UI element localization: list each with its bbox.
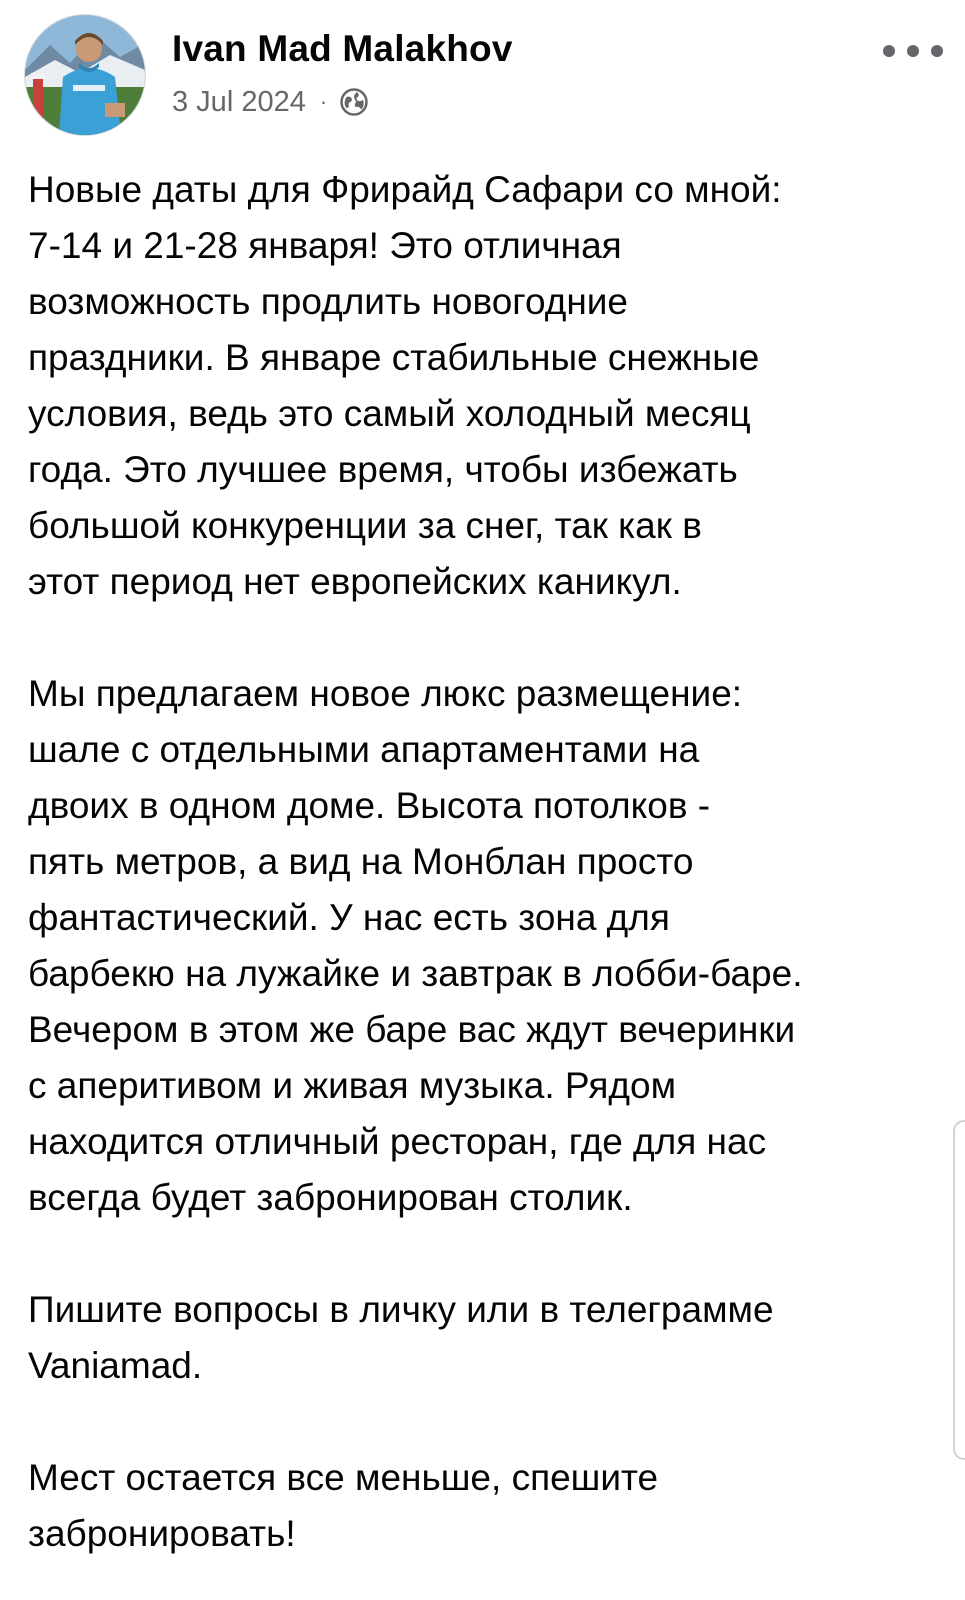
avatar[interactable]	[24, 14, 146, 136]
post-paragraph: Пишите вопросы в личку или в телеграмме Vaniamad.	[28, 1289, 774, 1386]
more-options-button[interactable]	[883, 36, 943, 66]
post-paragraph: Мест остается все меньше, спешите забронировать!	[28, 1457, 659, 1554]
meta-separator: ·	[319, 89, 328, 114]
post-date[interactable]: 3 Jul 2024	[172, 85, 306, 118]
more-dot-icon	[883, 45, 895, 57]
post-meta	[172, 84, 369, 120]
avatar-photo	[25, 15, 145, 135]
more-dot-icon	[907, 45, 919, 57]
scroll-indicator[interactable]	[953, 1120, 965, 1460]
post-body	[28, 162, 938, 1562]
post-header	[0, 0, 965, 150]
author-name[interactable]: Ivan Mad Malakhov	[172, 28, 513, 69]
post-paragraph: Мы предлагаем новое люкс размещение: шале с отдельными апартаментами на двоих в одном доме. Высота потолков - пять метров, а вид на Монблан просто фантастический. У нас есть зона для барбекю на лужайке и завтрак в лобби-баре. Вечером в этом же баре вас ждут вечеринки с аперитивом и живая музыка. Рядом находится отличный ресторан, где для нас всегда будет забронирован столик.	[28, 673, 803, 1218]
more-dot-icon	[931, 45, 943, 57]
globe-icon[interactable]	[339, 87, 369, 117]
post-paragraph: Новые даты для Фрирайд Сафари со мной: 7-14 и 21-28 января! Это отличная возможность продлить новогодние праздники. В январе стабильные снежные условия, ведь это самый холодный месяц года. Это лучшее время, чтобы избежать большой конкуренции за снег, так как в этот период нет европейских каникул.	[28, 169, 782, 602]
